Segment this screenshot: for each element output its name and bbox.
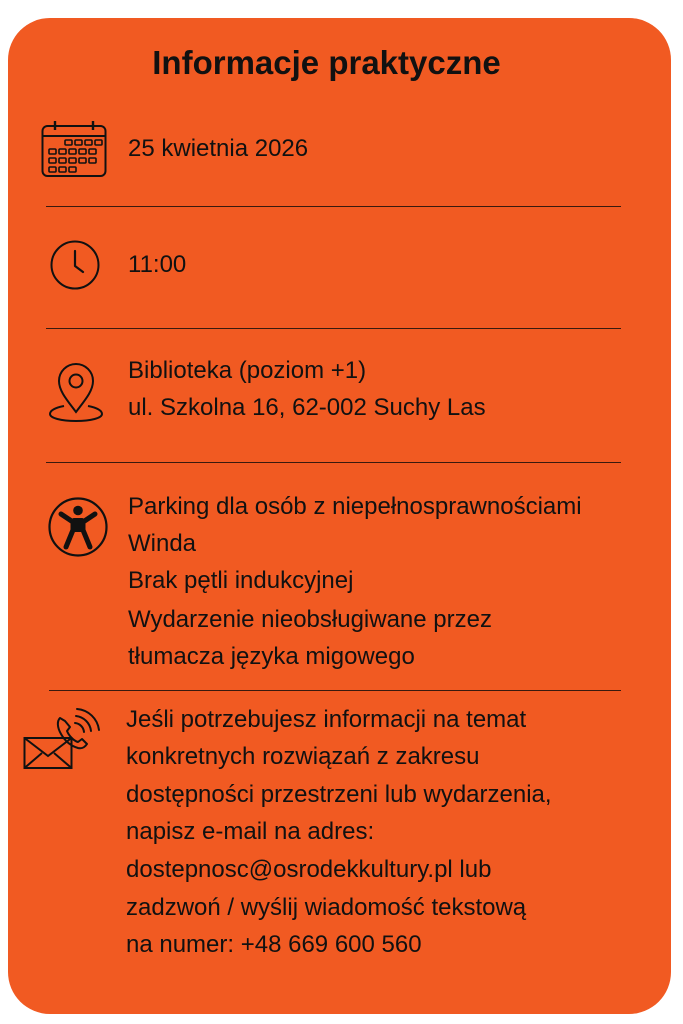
contact-line: dostępności przestrzeni lub wydarzenia, (126, 781, 552, 808)
contact-email-line: dostepnosc@osrodekkultury.pl lub (126, 856, 492, 883)
contact-line: napisz e-mail na adres: (126, 818, 375, 845)
clock-icon (50, 240, 100, 290)
accessibility-line: Wydarzenie nieobsługiwane przez (128, 606, 492, 633)
contact-line: zadzwoń / wyślij wiadomość tekstową (126, 894, 527, 921)
info-card (8, 18, 671, 1014)
contact-line: konkretnych rozwiązań z zakresu (126, 743, 480, 770)
divider (46, 462, 621, 463)
map-pin-icon (49, 363, 103, 423)
accessibility-line: Brak pętli indukcyjnej (128, 567, 354, 594)
location-line: Biblioteka (poziom +1) (128, 357, 367, 384)
accessibility-line: Winda (128, 530, 197, 557)
mail-phone-icon (23, 708, 105, 770)
event-time: 11:00 (128, 251, 187, 278)
contact-phone-line: na numer: +48 669 600 560 (126, 931, 422, 958)
card-title: Informacje praktyczne (152, 44, 501, 81)
location-line: ul. Szkolna 16, 62-002 Suchy Las (128, 394, 486, 421)
accessibility-line: tłumacza języka migowego (128, 643, 415, 670)
event-date: 25 kwietnia 2026 (128, 135, 309, 162)
accessibility-icon (48, 497, 108, 557)
calendar-icon (41, 120, 107, 178)
divider (49, 690, 621, 691)
divider (46, 206, 621, 207)
accessibility-line: Parking dla osób z niepełnosprawnościami (128, 493, 582, 520)
divider (46, 328, 621, 329)
contact-line: Jeśli potrzebujesz informacji na temat (126, 706, 527, 733)
